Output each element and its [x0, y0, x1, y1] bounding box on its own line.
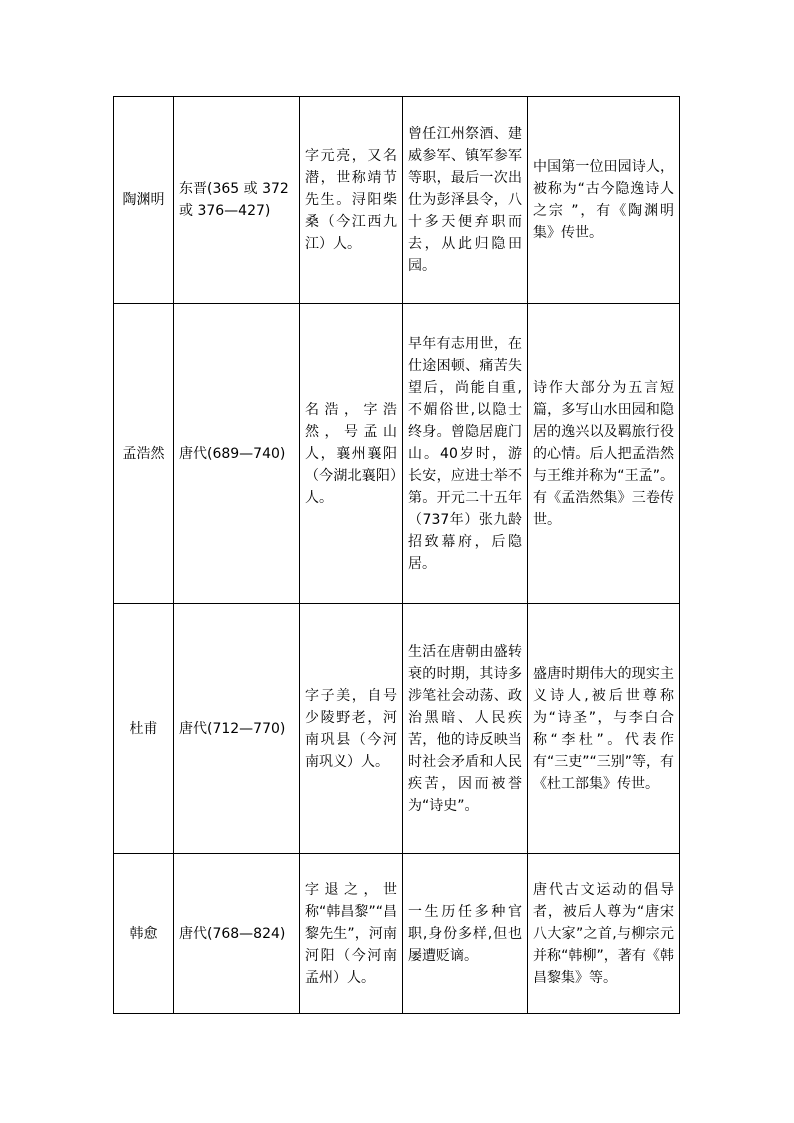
poet-career: 曾任江州祭酒、建威参军、镇军参军等职，最后一次出仕为彭泽县令，八十多天便弃职而去，从此归隐田园。 [403, 97, 528, 304]
poet-career: 生活在唐朝由盛转衰的时期，其诗多涉笔社会动荡、政治黑暗、人民疾苦，他的诗反映当时社会矛盾和人民疾苦，因而被誉为“诗史”。 [403, 604, 528, 854]
poet-era: 唐代(689—740) [174, 304, 300, 604]
poet-name: 陶渊明 [114, 97, 174, 304]
poet-achievement: 诗作大部分为五言短篇，多写山水田园和隐居的逸兴以及羁旅行役的心情。后人把孟浩然与王维并称为“王孟”。有《孟浩然集》三卷传世。 [528, 304, 680, 604]
poet-achievement: 唐代古文运动的倡导者，被后人尊为“唐宋八大家”之首,与柳宗元并称“韩柳”，著有《韩昌黎集》等。 [528, 854, 680, 1014]
poet-name: 杜甫 [114, 604, 174, 854]
poet-style-name: 名浩，字浩然，号孟山人，襄州襄阳（今湖北襄阳）人。 [300, 304, 403, 604]
poet-style-name: 字元亮，又名潜，世称靖节先生。浔阳柴桑（今江西九江）人。 [300, 97, 403, 304]
poet-style-name: 字子美，自号少陵野老，河南巩县（今河南巩义）人。 [300, 604, 403, 854]
poet-career: 一生历任多种官职,身份多样,但也屡遭贬谪。 [403, 854, 528, 1014]
table-row [114, 304, 680, 604]
poet-era: 东晋(365 或 372 或 376—427) [174, 97, 300, 304]
poet-era: 唐代(712—770) [174, 604, 300, 854]
poet-career: 早年有志用世，在仕途困顿、痛苦失望后，尚能自重,不媚俗世,以隐士终身。曾隐居鹿门山。40岁时，游长安，应进士举不第。开元二十五年（737年）张九龄招致幕府，后隐居。 [403, 304, 528, 604]
poet-name: 孟浩然 [114, 304, 174, 604]
poet-style-name: 字退之，世称“韩昌黎”“昌黎先生”，河南河阳（今河南孟州）人。 [300, 854, 403, 1014]
table-row [114, 604, 680, 854]
poet-achievement: 盛唐时期伟大的现实主义诗人,被后世尊称为“诗圣”，与李白合称“李杜”。代表作有“三吏”“三别”等，有《杜工部集》传世。 [528, 604, 680, 854]
table-row [114, 97, 680, 304]
poet-achievement: 中国第一位田园诗人，被称为“古今隐逸诗人之宗 ”，有《陶渊明集》传世。 [528, 97, 680, 304]
poets-table [113, 96, 680, 1014]
poet-name: 韩愈 [114, 854, 174, 1014]
poet-era: 唐代(768—824) [174, 854, 300, 1014]
table-row [114, 854, 680, 1014]
